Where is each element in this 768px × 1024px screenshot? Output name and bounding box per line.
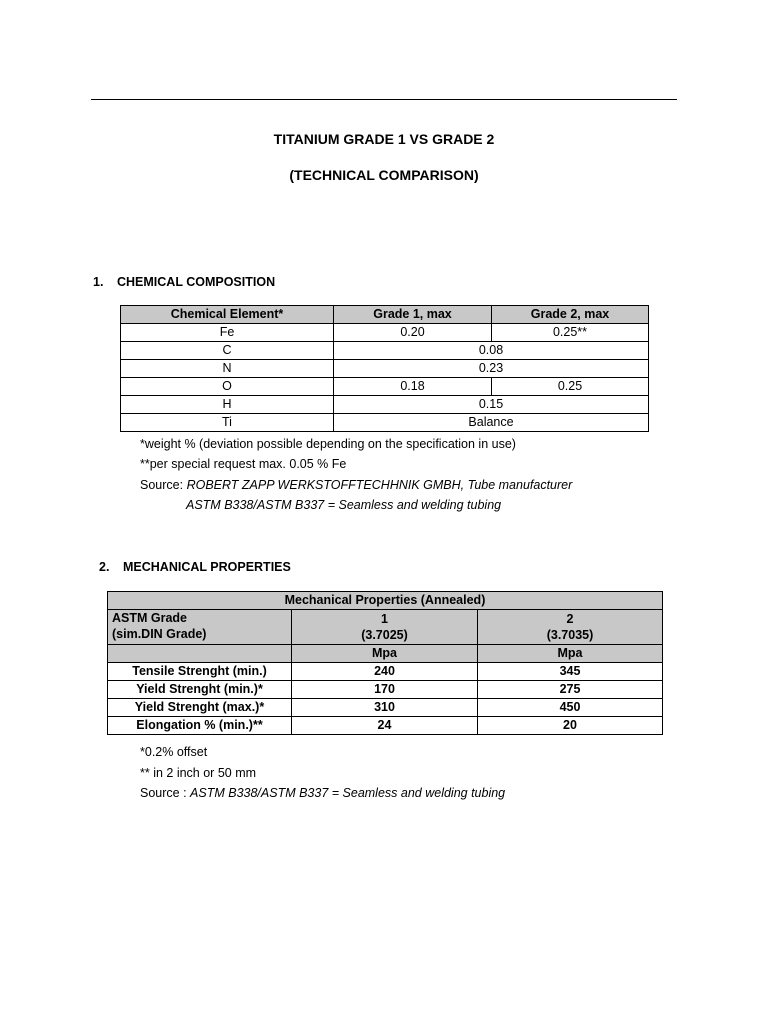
source-line-2 — [186, 498, 501, 512]
element-cell: C — [121, 342, 334, 360]
property-label: Elongation % (min.)** — [108, 717, 292, 735]
grade1-value: 170 — [292, 681, 478, 699]
property-label: Yield Strenght (min.)* — [108, 681, 292, 699]
grade2-cell: 0.25** — [492, 324, 649, 342]
unit-cell: Mpa — [292, 645, 478, 663]
table-row — [121, 414, 649, 432]
table-row — [108, 717, 663, 735]
document-subtitle: (TECHNICAL COMPARISON) — [289, 167, 479, 183]
merged-value-cell: Balance — [334, 414, 649, 432]
source-text: ASTM B338/ASTM B337 = Seamless and welding tubing — [190, 786, 506, 800]
din-number: (3.7025) — [361, 628, 408, 642]
element-cell: Fe — [121, 324, 334, 342]
element-cell: O — [121, 378, 334, 396]
footnote-weight: *weight % (deviation possible depending on the specification in use) — [140, 437, 516, 451]
element-cell: N — [121, 360, 334, 378]
header-rule — [91, 99, 677, 100]
column-header: Grade 2, max — [492, 306, 649, 324]
table-row — [108, 663, 663, 681]
grade2-cell: 0.25 — [492, 378, 649, 396]
table-title: Mechanical Properties (Annealed) — [108, 592, 663, 610]
merged-value-cell: 0.23 — [334, 360, 649, 378]
table-row — [121, 360, 649, 378]
element-cell: Ti — [121, 414, 334, 432]
grade-label-cell — [108, 610, 292, 645]
source-text: ASTM B338/ASTM B337 = Seamless and welding tubing — [186, 498, 502, 512]
grade1-value: 24 — [292, 717, 478, 735]
table-header-row — [108, 610, 663, 645]
element-cell: H — [121, 396, 334, 414]
source-label: Source : — [140, 786, 191, 800]
source-line — [140, 478, 572, 492]
grade1-value: 240 — [292, 663, 478, 681]
section-title: MECHANICAL PROPERTIES — [123, 560, 291, 574]
grade1-value: 310 — [292, 699, 478, 717]
footnote-offset: *0.2% offset — [140, 745, 208, 759]
merged-value-cell: 0.15 — [334, 396, 649, 414]
grade2-value: 345 — [478, 663, 663, 681]
document-title: TITANIUM GRADE 1 VS GRADE 2 — [273, 131, 495, 147]
table-row — [108, 681, 663, 699]
section-heading-mechanical — [99, 560, 291, 574]
unit-cell: Mpa — [478, 645, 663, 663]
grade-number: 1 — [381, 612, 388, 626]
grade2-value: 450 — [478, 699, 663, 717]
grade1-cell: 0.20 — [334, 324, 492, 342]
grade2-value: 275 — [478, 681, 663, 699]
property-label: Tensile Strenght (min.) — [108, 663, 292, 681]
unit-empty-cell — [108, 645, 292, 663]
section-number: 1. — [93, 275, 104, 289]
table-row — [121, 396, 649, 414]
merged-value-cell: 0.08 — [334, 342, 649, 360]
grade1-header — [292, 610, 478, 645]
source-text: ROBERT ZAPP WERKSTOFFTECHHNIK GMBH, Tube manufacturer — [186, 478, 573, 492]
footnote-gauge-length: ** in 2 inch or 50 mm — [140, 766, 257, 780]
section-heading-chemical — [93, 275, 275, 289]
property-label: Yield Strenght (max.)* — [108, 699, 292, 717]
table-row — [121, 342, 649, 360]
table-row — [121, 378, 649, 396]
footnote-fe-request: **per special request max. 0.05 % Fe — [140, 457, 347, 471]
table-title-row — [108, 592, 663, 610]
mechanical-properties-table — [107, 591, 663, 735]
grade-number: 2 — [566, 612, 574, 626]
din-number: (3.7035) — [546, 628, 594, 642]
column-header: Grade 1, max — [334, 306, 492, 324]
unit-row — [108, 645, 663, 663]
chemical-composition-table — [120, 305, 649, 432]
column-header: Chemical Element* — [121, 306, 334, 324]
din-grade-label: (sim.DIN Grade) — [112, 627, 207, 641]
source-line — [140, 786, 505, 800]
section-number: 2. — [99, 560, 110, 574]
table-row — [108, 699, 663, 717]
grade2-header — [478, 610, 663, 645]
table-header-row — [121, 306, 649, 324]
grade-label: ASTM Grade — [112, 611, 188, 625]
table-row — [121, 324, 649, 342]
grade1-cell: 0.18 — [334, 378, 492, 396]
section-title: CHEMICAL COMPOSITION — [117, 275, 276, 289]
source-label: Source: — [140, 478, 187, 492]
grade2-value: 20 — [478, 717, 663, 735]
